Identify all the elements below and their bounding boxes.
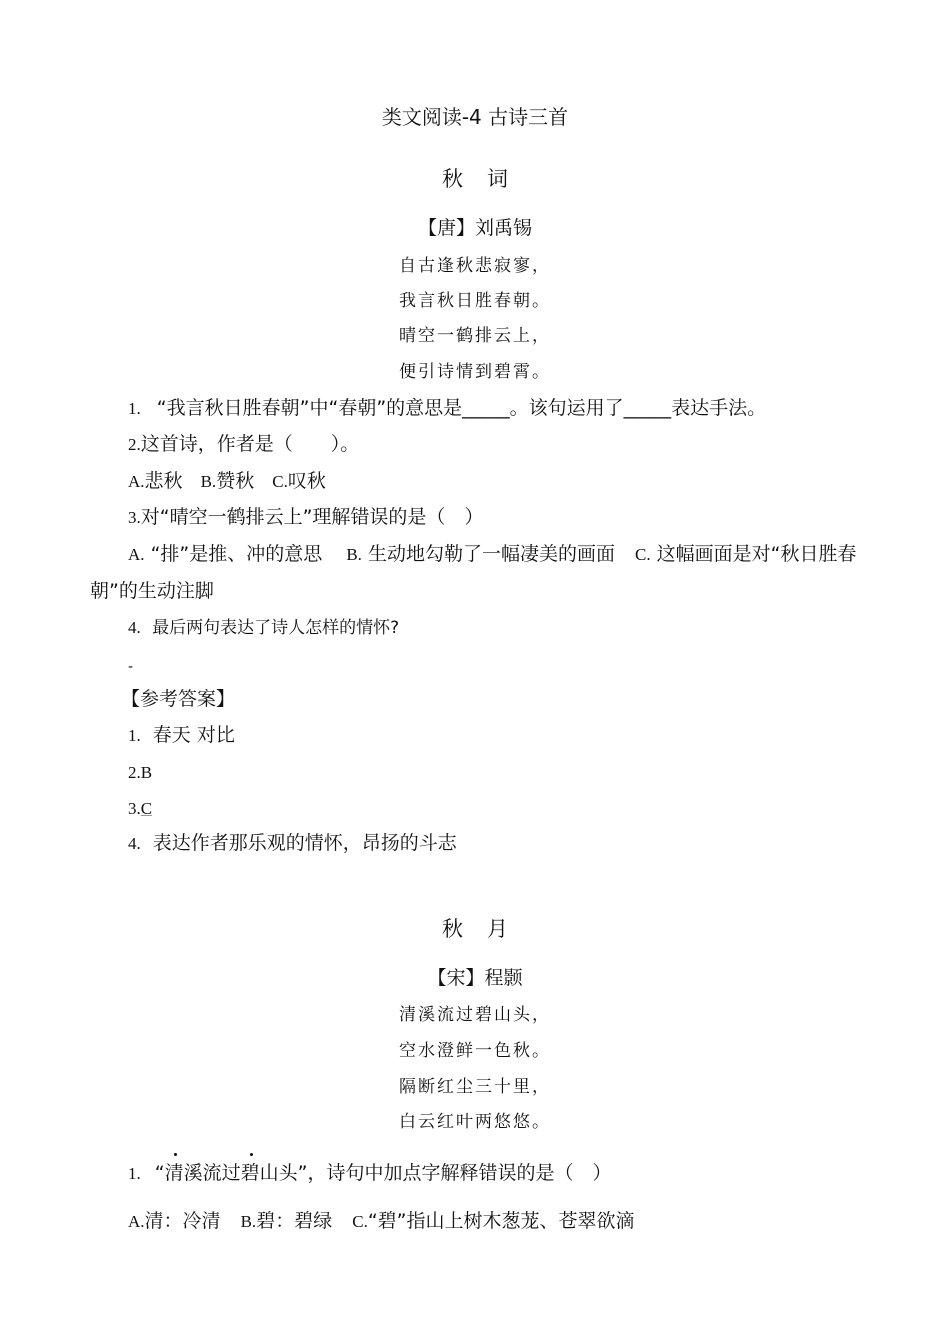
question-number: 3. [128, 508, 141, 527]
answer-number: 2. [128, 763, 141, 782]
poem-1-author: 【唐】刘禹锡 [417, 217, 532, 239]
answer-3 [128, 796, 152, 821]
question-number: 1. [128, 399, 141, 418]
option-text: 赞秋 [216, 470, 255, 492]
option-text: 清：冷清 [144, 1210, 221, 1232]
answer-1 [128, 723, 235, 748]
question-1 [128, 396, 766, 421]
option-label: C. [272, 472, 288, 491]
poem-2-title: 秋月 [442, 917, 532, 941]
question-text: 最后两句表达了诗人怎样的情怀? [152, 618, 400, 638]
answer-text: 表达作者那乐观的情怀，昂扬的斗志 [152, 832, 457, 854]
option-label: B. [200, 472, 217, 491]
question-2 [128, 432, 359, 457]
question-text: 对“晴空一鹤排云上”理解错误的是（ ） [140, 506, 484, 528]
question-text: “我言秋日胜春朝”中“春朝”的意思是_____。该句运用了_____表达手法。 [156, 397, 767, 419]
emphasis-dot [174, 1153, 177, 1156]
answer-text: C [140, 799, 153, 818]
poem-2-verse-2: 空水澄鲜一色秋。 [399, 1041, 551, 1061]
answer-text: 春天 对比 [152, 724, 235, 746]
poem-1-title: 秋词 [442, 167, 532, 191]
option-label: B. [240, 1212, 257, 1231]
poem-2-verse-4: 白云红叶两悠悠。 [399, 1112, 551, 1132]
option-label: B. [346, 545, 362, 564]
option-text: 碧：碧绿 [256, 1210, 333, 1232]
emphasis-dot [250, 1153, 253, 1156]
question-2-options [128, 469, 326, 494]
option-text: “排”是推、冲的意思 [150, 543, 323, 565]
poem-2-verse-1: 清溪流过碧山头， [399, 1005, 551, 1025]
answer-4 [128, 831, 457, 856]
question-3-options [128, 542, 857, 567]
question-number: 1. [128, 1164, 141, 1183]
option-text: “碧”指山上树木葱茏、苍翠欲滴 [367, 1210, 635, 1232]
question-3-option-c-continuation: 朝”的生动注脚 [90, 580, 214, 602]
poem-2-question-1 [128, 1161, 612, 1186]
answer-number: 1. [128, 726, 141, 745]
question-text: 这首诗，作者是（ ）。 [140, 433, 360, 455]
question-number: 4. [128, 618, 141, 637]
blank-mark: - [128, 659, 134, 675]
poem-2-author: 【宋】程颢 [427, 967, 523, 989]
question-number: 2. [128, 435, 141, 454]
option-label: C. [635, 545, 651, 564]
answer-number: 3. [128, 799, 141, 818]
answer-text: B [140, 763, 153, 782]
question-3 [128, 505, 483, 530]
option-label: C. [352, 1212, 368, 1231]
option-text: 这幅画面是对“秋日胜春 [656, 543, 857, 565]
option-text: 叹秋 [287, 470, 326, 492]
option-text: 生动地勾勒了一幅凄美的画面 [367, 543, 615, 565]
poem-2-verse-3: 隔断红尘三十里， [399, 1077, 551, 1097]
option-label: A. [128, 472, 145, 491]
poem-1-verse-2: 我言秋日胜春朝。 [399, 291, 551, 311]
option-text: 悲秋 [144, 470, 183, 492]
question-text: “清溪流过碧山头”，诗句中加点字解释错误的是（ ） [154, 1162, 612, 1184]
answer-2 [128, 760, 152, 785]
document-title: 类文阅读-4 古诗三首 [381, 105, 569, 129]
option-label: A. [128, 1212, 145, 1231]
poem-1-verse-1: 自古逢秋悲寂寥， [399, 256, 551, 276]
answer-number: 4. [128, 834, 141, 853]
question-4 [128, 616, 399, 640]
poem-1-verse-3: 晴空一鹤排云上， [399, 326, 551, 346]
option-label: A. [128, 545, 145, 564]
poem-2-question-1-options [128, 1209, 635, 1234]
poem-1-verse-4: 便引诗情到碧霄。 [399, 362, 551, 382]
answers-heading: 【参考答案】 [121, 688, 236, 710]
